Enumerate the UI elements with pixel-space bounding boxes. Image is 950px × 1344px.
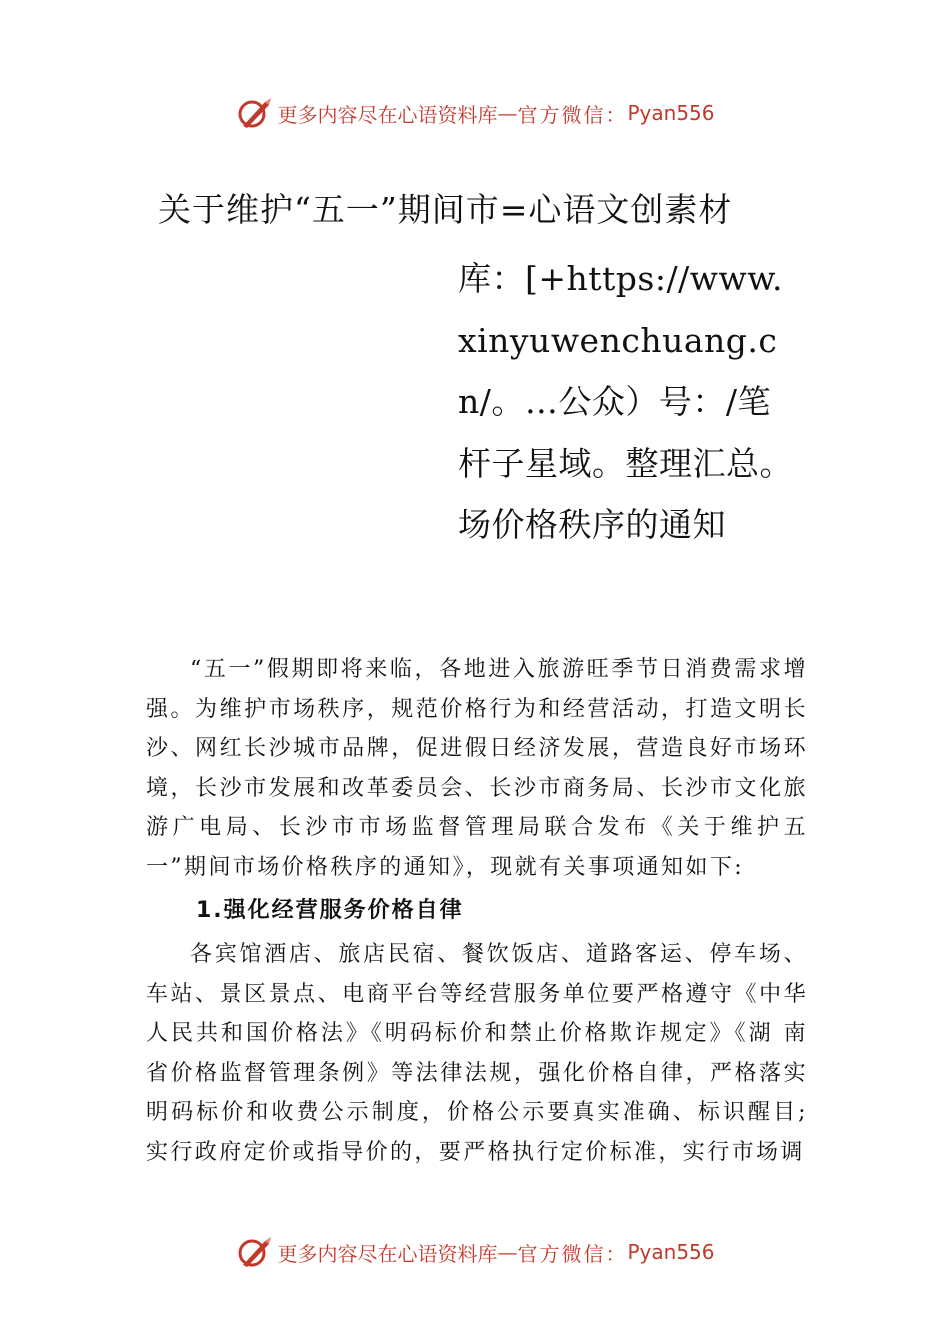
document-body <box>146 650 808 1172</box>
document-title-continued: 库：[+https://www.xinyuwenchuang.cn/。…公众）号：/笔杆子星域。整理汇总。场价格秩序的通知 <box>458 259 793 544</box>
intro-paragraph: “五一”假期即将来临，各地进入旅游旺季节日消费需求增强。为维护市场秩序，规范价格行为和经营活动，打造文明长沙、网红长沙城市品牌，促进假日经济发展，营造良好市场环境，长沙市发展和改革委员会、长沙市商务局、长沙市文化旅游广电局、长沙市市场监督管理局联合发布《关于维护五一”期间市场价格秩序的通知》，现就有关事项通知如下: <box>146 657 808 880</box>
document-title-line1: 关于维护“五一”期间市=心语文创素材 <box>158 190 733 229</box>
banner-brand: 更多内容尽在心语资料库 <box>277 102 498 127</box>
banner-dash: — <box>497 1240 518 1264</box>
banner-dash: — <box>497 101 518 125</box>
banner-wechat-id: Pyan556 <box>627 1240 715 1264</box>
pen-logo-icon <box>235 96 273 130</box>
section-heading-1: 1.强化经营服务价格自律 <box>196 898 464 923</box>
banner-wechat-label: 官方微信： <box>517 102 628 127</box>
banner-wechat-label: 官方微信： <box>517 1241 628 1266</box>
header-banner <box>0 93 950 133</box>
section-1-paragraph: 各宾馆酒店、旅店民宿、餐饮饭店、道路客运、停车场、车站、景区景点、电商平台等经营服务单位要严格遵守《中华人民共和国价格法》《明码标价和禁止价格欺诈规定》《湖 南省价格监督管理条例》等法律法规，强化价格自律，严格落实明码标价和收费公示制度，价格公示要真实准确、标识醒目;实行政府定价或指导价的，要严格执行定价标准，实行市场调 <box>146 942 808 1165</box>
pen-logo-icon <box>235 1235 273 1269</box>
banner-brand: 更多内容尽在心语资料库 <box>277 1241 498 1266</box>
banner-wechat-id: Pyan556 <box>627 101 715 125</box>
footer-banner <box>0 1232 950 1272</box>
